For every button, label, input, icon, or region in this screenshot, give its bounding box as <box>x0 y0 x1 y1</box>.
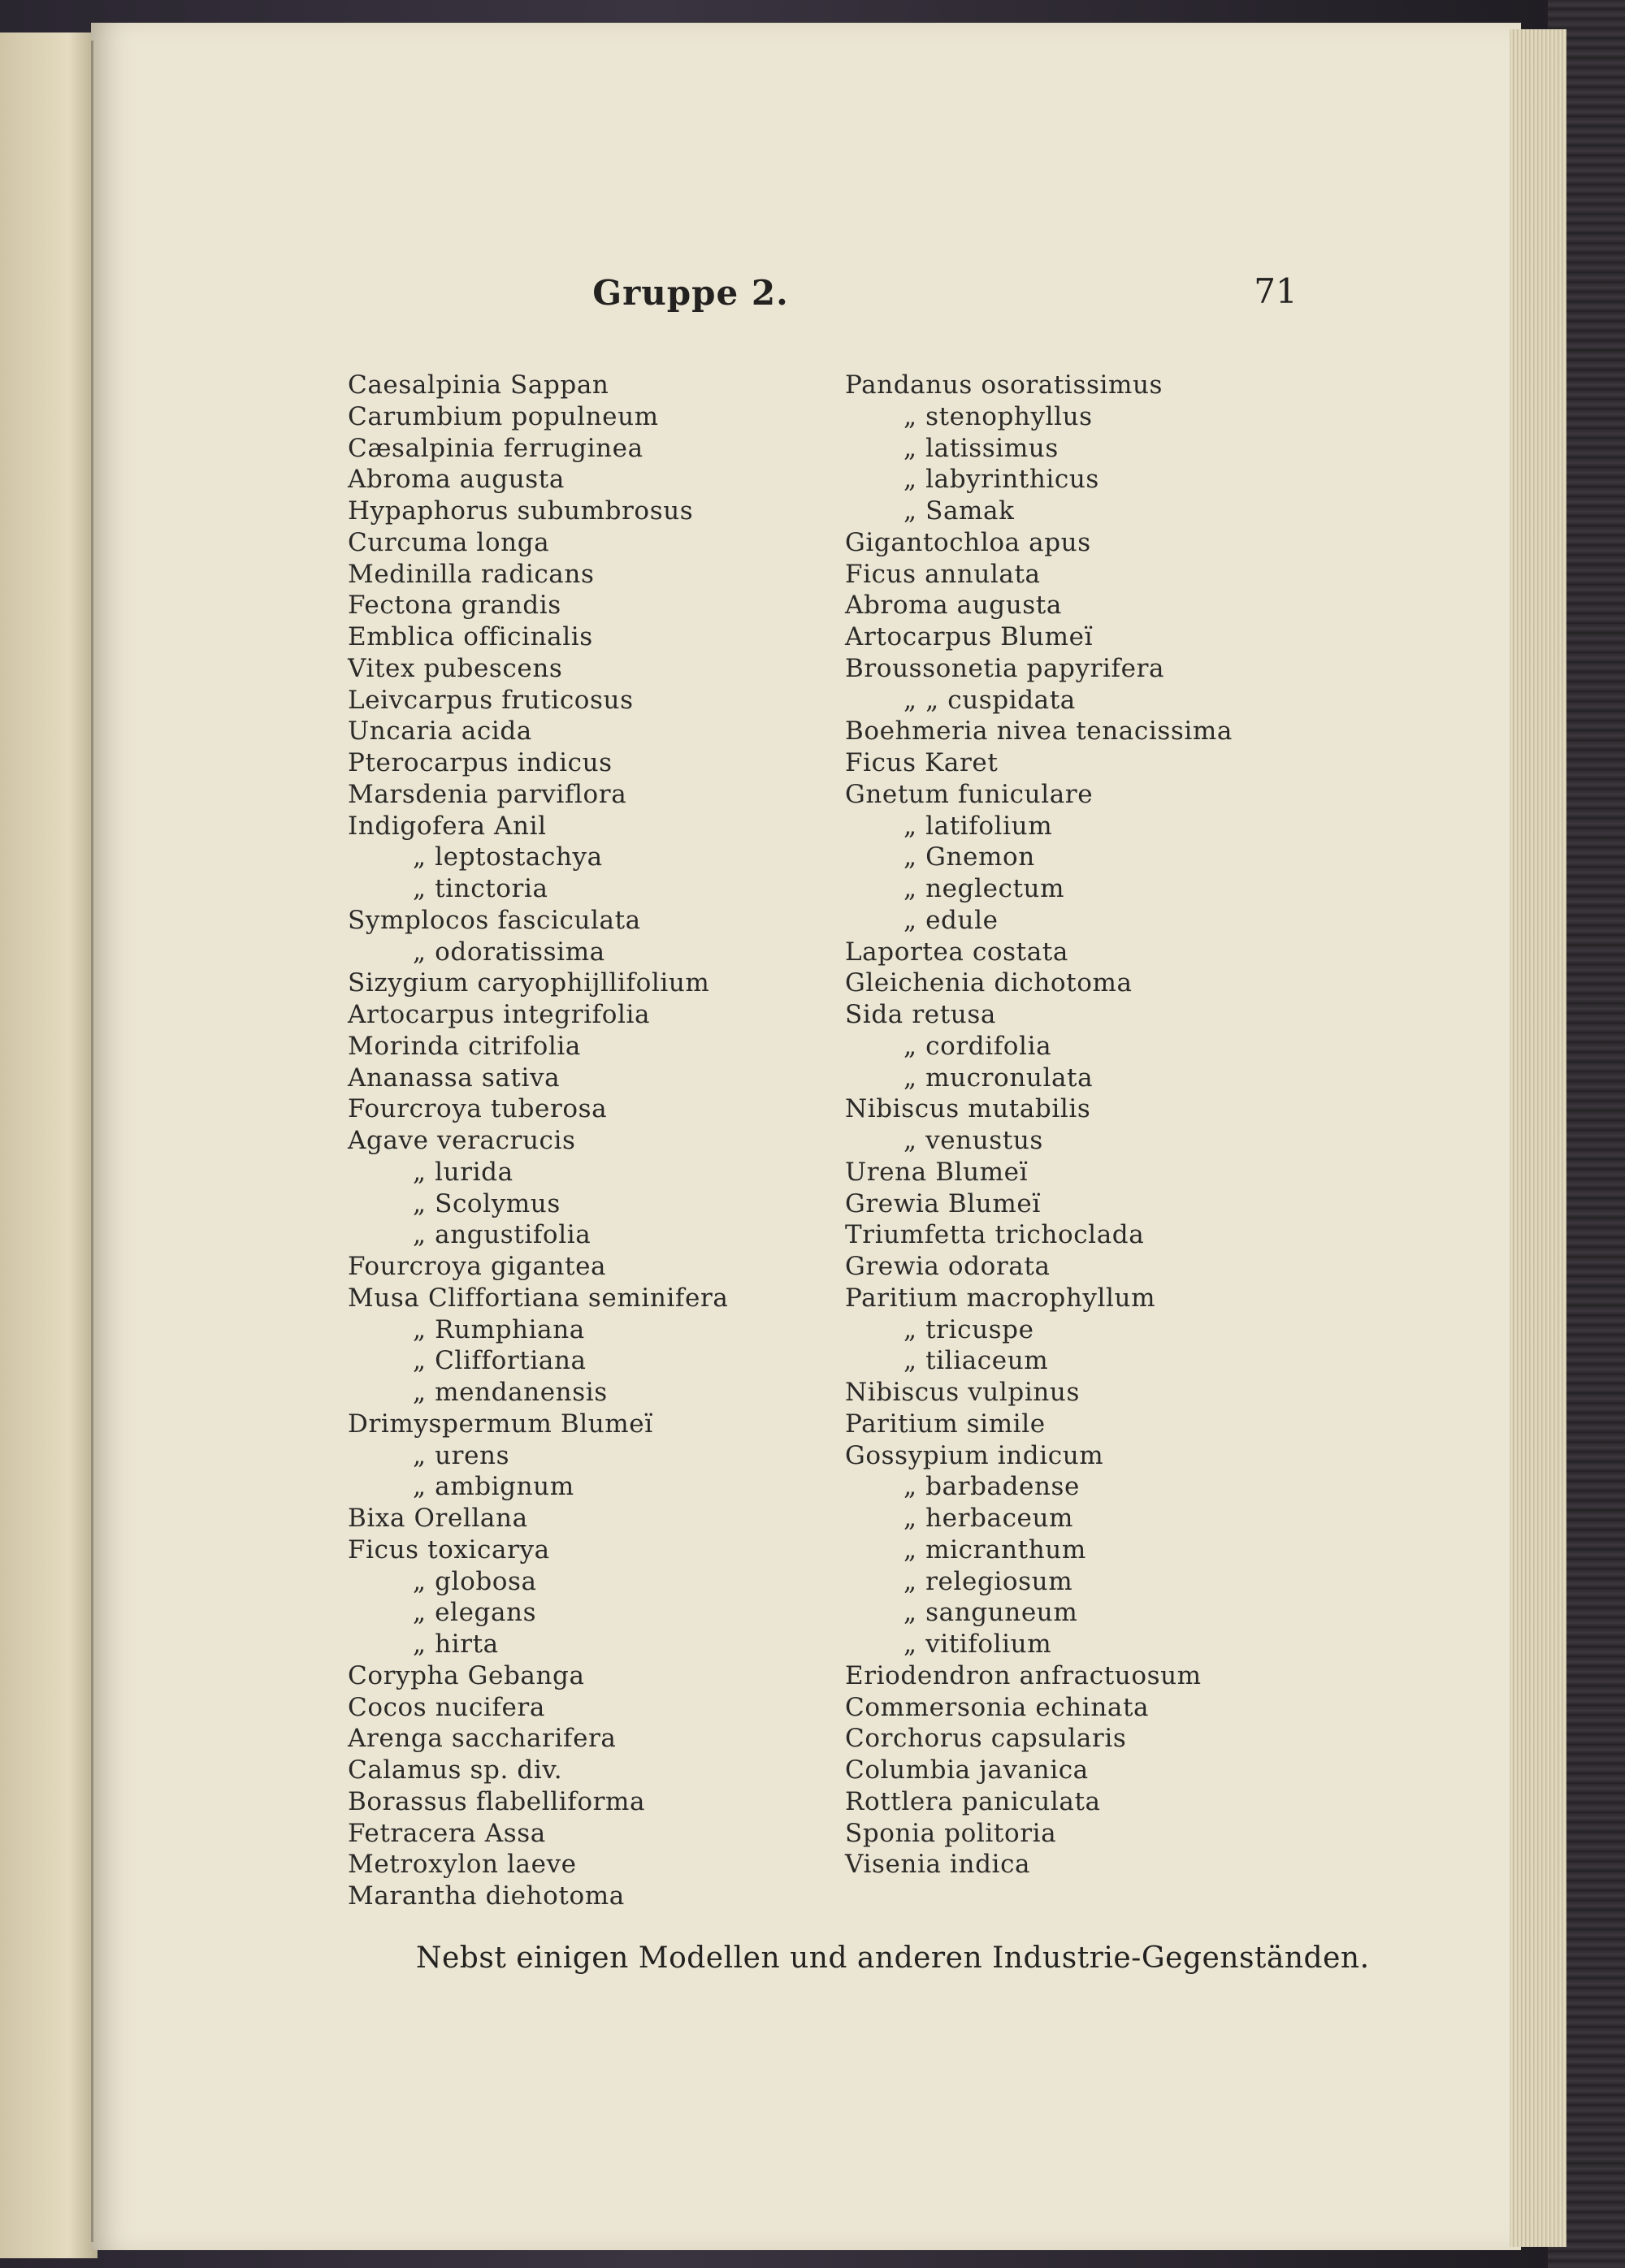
species-entry: Gigantochloa apus <box>845 527 1091 557</box>
species-entry: „ ambignum <box>413 1472 574 1502</box>
species-entry: Leivcarpus fruticosus <box>348 685 634 715</box>
species-entry: „ micranthum <box>904 1534 1086 1565</box>
species-entry: Marsdenia parviflora <box>348 779 627 809</box>
species-entry: Cæsalpinia ferruginea <box>348 433 644 463</box>
species-entry: Drimyspermum Blumeï <box>348 1409 653 1439</box>
species-entry: Bixa Orellana <box>348 1504 528 1533</box>
species-entry: „ venustus <box>904 1126 1043 1155</box>
species-entry: „ mucronulata <box>904 1063 1094 1093</box>
species-entry: Arenga saccharifera <box>348 1724 617 1754</box>
species-entry: Eriodendron anfractuosum <box>845 1660 1202 1690</box>
species-entry: Metroxylon laeve <box>348 1850 577 1880</box>
species-entry: Calamus sp. div. <box>348 1755 563 1785</box>
species-entry: Sizygium caryophijllifolium <box>348 968 710 998</box>
species-entry: „ stenophyllus <box>904 401 1093 431</box>
species-entry: Paritium macrophyllum <box>845 1283 1156 1313</box>
species-entry: Laportea costata <box>845 937 1068 967</box>
species-entry: Carumbium populneum <box>348 401 659 431</box>
species-entry: Artocarpus integrifolia <box>348 1000 651 1029</box>
species-entry: „ edule <box>904 905 999 935</box>
species-entry: Corchorus capsularis <box>845 1724 1127 1754</box>
species-entry: Rottlera paniculata <box>845 1786 1101 1816</box>
species-entry: Grewia odorata <box>845 1252 1051 1281</box>
species-entry: „ angustifolia <box>413 1220 592 1250</box>
species-entry: Boehmeria nivea tenacissima <box>845 716 1233 747</box>
species-entry: „ odoratissima <box>413 937 605 967</box>
species-entry: Abroma augusta <box>845 591 1062 621</box>
species-entry: „ Gnemon <box>904 842 1035 872</box>
species-entry: Gnetum funiculare <box>845 779 1094 809</box>
species-entry: „ latifolium <box>904 811 1053 841</box>
species-entry: „ Cliffortiana <box>413 1346 587 1376</box>
species-entry: „ mendanensis <box>413 1378 608 1407</box>
species-entry: „ leptostachya <box>413 842 603 872</box>
species-entry: „ latissimus <box>904 433 1059 463</box>
species-entry: Vitex pubescens <box>348 653 563 683</box>
species-entry: Borassus flabelliforma <box>348 1786 646 1816</box>
species-entry: Sida retusa <box>845 1000 996 1029</box>
species-entry: „ globosa <box>413 1566 537 1596</box>
species-entry: Ficus Karet <box>845 748 999 777</box>
species-entry: „ lurida <box>413 1157 514 1187</box>
species-entry: Pandanus osoratissimus <box>845 370 1164 400</box>
species-entry: Ficus toxicarya <box>348 1534 550 1565</box>
species-entry: Nibiscus vulpinus <box>845 1378 1080 1407</box>
species-entry: „ tiliaceum <box>904 1346 1049 1376</box>
species-entry: Uncaria acida <box>348 716 532 747</box>
species-entry: Ananassa sativa <box>348 1063 561 1093</box>
species-entry: Fectona grandis <box>348 591 561 621</box>
species-entry: Sponia politoria <box>845 1818 1057 1848</box>
species-entry: „ elegans <box>413 1598 537 1628</box>
footer-note: Nebst einigen Modellen und anderen Industrie-Gegenständen. <box>416 1941 1370 1975</box>
species-entry: „ Samak <box>904 496 1015 526</box>
species-entry: Urena Blumeï <box>845 1157 1029 1187</box>
species-entry: „ tinctoria <box>413 874 548 903</box>
species-entry: „ Rumphiana <box>413 1314 585 1344</box>
species-entry: Fourcroya gigantea <box>348 1252 607 1281</box>
species-entry: Columbia javanica <box>845 1755 1089 1785</box>
species-entry: „ hirta <box>413 1630 499 1659</box>
species-entry: Artocarpus Blumeï <box>845 622 1094 651</box>
species-entry: Indigofera Anil <box>348 811 547 841</box>
species-entry: „ labyrinthicus <box>904 465 1099 495</box>
right-column-species-list <box>845 370 1349 1881</box>
species-entry: Emblica officinalis <box>348 622 593 651</box>
species-entry: Curcuma longa <box>348 527 550 557</box>
species-entry: Triumfetta trichoclada <box>845 1220 1145 1250</box>
species-entry: „ cordifolia <box>904 1031 1052 1061</box>
species-entry: Commersonia echinata <box>845 1692 1150 1722</box>
species-entry: „ vitifolium <box>904 1630 1052 1659</box>
species-entry: Grewia Blumeï <box>845 1188 1041 1218</box>
species-entry: „ neglectum <box>904 874 1065 903</box>
species-entry: Gossypium indicum <box>845 1440 1104 1470</box>
species-entry: „ herbaceum <box>904 1504 1074 1533</box>
species-entry: Abroma augusta <box>348 465 565 495</box>
species-entry: Nibiscus mutabilis <box>845 1094 1091 1124</box>
species-entry: Caesalpinia Sappan <box>348 370 609 400</box>
species-entry: „ tricuspe <box>904 1314 1034 1344</box>
previous-page-edge <box>0 32 98 2258</box>
running-head: Gruppe 2. <box>592 273 789 313</box>
left-column-species-list <box>348 370 835 1912</box>
species-entry: Marantha diehotoma <box>348 1881 625 1911</box>
species-entry: Medinilla radicans <box>348 559 595 589</box>
species-entry: Morinda citrifolia <box>348 1031 581 1061</box>
species-entry: „ barbadense <box>904 1472 1080 1502</box>
species-entry: Ficus annulata <box>845 559 1041 589</box>
species-entry: Broussonetia papyrifera <box>845 653 1165 683</box>
species-entry: Fetracera Assa <box>348 1818 546 1848</box>
species-entry: Gleichenia dichotoma <box>845 968 1133 998</box>
species-entry: Visenia indica <box>845 1850 1031 1880</box>
species-entry: „ Scolymus <box>413 1188 561 1218</box>
species-entry: Paritium simile <box>845 1409 1046 1439</box>
species-entry: Musa Cliffortiana seminifera <box>348 1283 729 1313</box>
species-entry: „ urens <box>413 1440 510 1470</box>
species-entry: Symplocos fasciculata <box>348 905 641 935</box>
species-entry: Corypha Gebanga <box>348 1660 585 1690</box>
page-number: 71 <box>1254 271 1298 311</box>
species-entry: „ relegiosum <box>904 1566 1073 1596</box>
species-entry: Agave veracrucis <box>348 1126 576 1155</box>
gutter <box>91 41 93 2242</box>
page-stack-edges <box>1510 29 1566 2247</box>
species-entry: Pterocarpus indicus <box>348 748 613 777</box>
species-entry: „ sanguneum <box>904 1598 1078 1628</box>
species-entry: Fourcroya tuberosa <box>348 1094 608 1124</box>
species-entry: Cocos nucifera <box>348 1692 545 1722</box>
species-entry: „ „ cuspidata <box>904 685 1076 715</box>
species-entry: Hypaphorus subumbrosus <box>348 496 694 526</box>
